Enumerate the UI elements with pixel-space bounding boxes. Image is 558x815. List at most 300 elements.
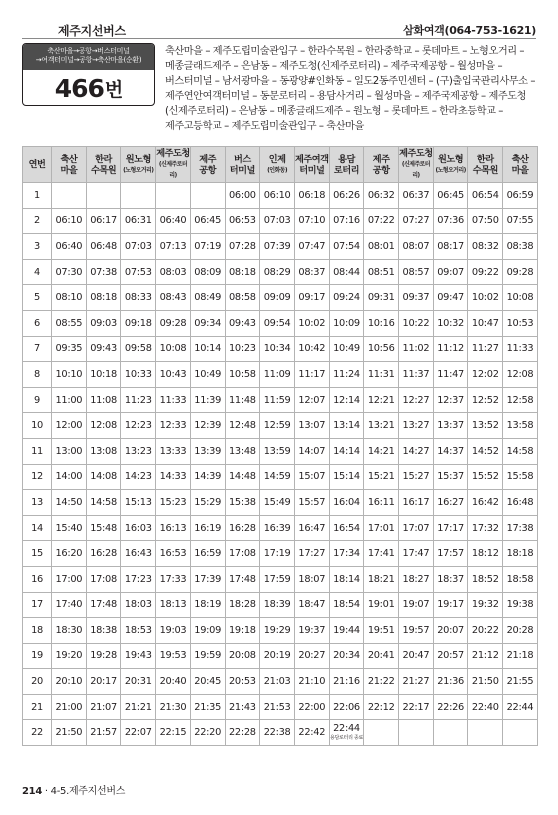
time-cell	[225, 387, 260, 413]
time-cell	[156, 669, 191, 695]
time-cell	[156, 592, 191, 618]
departure-time: 08:09	[194, 266, 222, 278]
departure-time: 18:58	[506, 573, 534, 585]
column-header-stop	[86, 147, 121, 183]
time-cell	[399, 234, 434, 260]
time-cell	[503, 336, 538, 362]
time-cell	[156, 438, 191, 464]
row-index-cell	[23, 592, 52, 618]
departure-time: 19:07	[402, 599, 430, 611]
time-cell	[190, 387, 225, 413]
departure-time: 16:28	[229, 522, 256, 534]
time-cell	[52, 694, 87, 720]
table-row	[23, 720, 538, 746]
departure-time: 19:17	[437, 599, 464, 611]
column-header-sub: (신제주로터리)	[401, 161, 430, 179]
row-index-cell	[23, 669, 52, 695]
time-cell	[294, 592, 329, 618]
time-cell	[468, 362, 503, 388]
departure-time: 21:27	[402, 676, 430, 688]
departure-time: 22:00	[298, 701, 326, 713]
time-cell	[156, 208, 191, 234]
time-cell	[294, 285, 329, 311]
row-index-cell	[23, 183, 52, 209]
time-cell	[121, 694, 156, 720]
route-number-value: 466	[54, 73, 104, 103]
row-index: 21	[31, 701, 43, 713]
row-index-cell	[23, 541, 52, 567]
time-cell	[364, 285, 399, 311]
timetable-header-row	[23, 147, 538, 183]
departure-time: 17:48	[90, 599, 117, 611]
table-row	[23, 592, 538, 618]
column-header-sub: 수목원	[472, 164, 498, 176]
departure-time: 14:00	[55, 471, 83, 483]
time-cell	[433, 387, 468, 413]
departure-time: 20:10	[55, 676, 83, 688]
departure-time: 13:33	[159, 445, 187, 457]
time-cell	[52, 464, 87, 490]
column-header-stop	[121, 147, 156, 183]
time-cell	[225, 285, 260, 311]
time-cell	[52, 720, 87, 746]
column-header-sub: (노형오거리)	[123, 166, 154, 174]
column-header-sub: 공항	[372, 164, 390, 176]
time-cell	[399, 310, 434, 336]
row-index-cell	[23, 618, 52, 644]
time-cell	[86, 592, 121, 618]
departure-time: 20:47	[402, 650, 430, 662]
time-cell	[329, 592, 364, 618]
departure-time: 20:17	[90, 676, 117, 688]
time-cell	[260, 259, 295, 285]
time-cell	[225, 694, 260, 720]
time-cell	[399, 515, 434, 541]
time-cell	[503, 285, 538, 311]
departure-time: 14:59	[263, 471, 291, 483]
time-cell	[329, 490, 364, 516]
time-cell	[294, 438, 329, 464]
departure-time: 07:22	[367, 215, 395, 227]
departure-time: 17:07	[402, 522, 430, 534]
time-cell	[121, 208, 156, 234]
column-header-stop	[364, 147, 399, 183]
departure-time: 10:58	[229, 368, 256, 380]
time-cell	[399, 592, 434, 618]
departure-time: 21:22	[367, 676, 395, 688]
column-header-main: 버스	[233, 153, 251, 165]
time-cell	[121, 362, 156, 388]
timetable	[22, 146, 538, 746]
time-cell	[329, 234, 364, 260]
departure-time: 21:12	[471, 650, 499, 662]
time-cell	[399, 413, 434, 439]
departure-time: 17:23	[124, 573, 152, 585]
departure-time: 09:18	[124, 317, 152, 329]
time-cell	[190, 438, 225, 464]
time-cell	[225, 183, 260, 209]
time-cell	[329, 259, 364, 285]
time-cell	[52, 387, 87, 413]
departure-time: 09:47	[437, 292, 464, 304]
departure-time: 21:35	[194, 701, 222, 713]
departure-time: 15:52	[471, 471, 499, 483]
header-divider	[22, 38, 536, 39]
table-row	[23, 259, 538, 285]
time-cell	[433, 208, 468, 234]
time-cell	[156, 234, 191, 260]
time-cell	[364, 438, 399, 464]
time-cell	[329, 387, 364, 413]
departure-time: 21:10	[298, 676, 326, 688]
departure-time: 13:52	[471, 420, 499, 432]
time-cell	[52, 285, 87, 311]
time-cell	[156, 490, 191, 516]
departure-time: 12:37	[437, 394, 464, 406]
time-cell	[329, 541, 364, 567]
time-cell	[260, 387, 295, 413]
departure-time: 13:00	[55, 445, 83, 457]
time-cell	[364, 208, 399, 234]
departure-time: 06:45	[194, 215, 222, 227]
time-cell	[294, 362, 329, 388]
time-cell	[503, 438, 538, 464]
row-index-cell	[23, 310, 52, 336]
departure-time: 18:52	[471, 573, 499, 585]
time-cell	[503, 592, 538, 618]
time-cell	[433, 285, 468, 311]
time-cell	[364, 643, 399, 669]
time-cell	[364, 490, 399, 516]
time-cell	[468, 208, 503, 234]
departure-time: 10:09	[333, 317, 360, 329]
time-cell	[364, 566, 399, 592]
row-index: 22	[31, 727, 43, 739]
departure-time: 07:30	[55, 266, 83, 278]
time-cell	[399, 285, 434, 311]
time-cell	[364, 336, 399, 362]
column-header-sub: 수목원	[90, 164, 117, 176]
departure-time: 12:33	[159, 420, 187, 432]
time-cell	[86, 310, 121, 336]
departure-time: 17:00	[55, 573, 83, 585]
time-cell	[468, 669, 503, 695]
time-cell	[433, 720, 468, 746]
time-cell	[86, 387, 121, 413]
departure-time: 18:13	[159, 599, 187, 611]
departure-time: 09:43	[90, 343, 117, 355]
time-cell	[433, 566, 468, 592]
departure-time: 10:34	[263, 343, 291, 355]
time-cell	[260, 208, 295, 234]
time-cell	[52, 438, 87, 464]
departure-time: 07:38	[90, 266, 117, 278]
time-cell	[399, 336, 434, 362]
time-cell	[468, 336, 503, 362]
row-index-cell	[23, 515, 52, 541]
footer-section: · 4-5.제주지선버스	[44, 786, 126, 797]
row-index-cell	[23, 259, 52, 285]
departure-time: 09:34	[194, 317, 222, 329]
time-cell	[399, 259, 434, 285]
departure-time: 16:11	[367, 496, 395, 508]
departure-time: 12:52	[471, 394, 499, 406]
time-cell	[225, 490, 260, 516]
departure-time: 08:49	[194, 292, 222, 304]
column-header-main: 연번	[28, 159, 46, 170]
departure-time: 21:00	[55, 701, 83, 713]
time-cell	[190, 669, 225, 695]
row-index: 9	[34, 394, 40, 406]
departure-time: 21:16	[333, 676, 360, 688]
time-cell	[329, 336, 364, 362]
time-cell	[468, 694, 503, 720]
time-cell	[399, 208, 434, 234]
time-cell	[294, 336, 329, 362]
column-header-main: 원노형	[438, 153, 464, 165]
departure-time: 14:37	[437, 445, 464, 457]
departure-time: 15:37	[437, 471, 464, 483]
time-cell	[503, 720, 538, 746]
departure-time: 07:55	[506, 215, 534, 227]
departure-time: 21:36	[437, 676, 464, 688]
time-cell	[260, 490, 295, 516]
time-cell	[329, 566, 364, 592]
time-cell	[190, 643, 225, 669]
time-cell	[329, 310, 364, 336]
departure-time: 09:17	[298, 292, 326, 304]
departure-time: 09:22	[471, 266, 499, 278]
column-header-stop	[503, 147, 538, 183]
departure-time: 11:31	[367, 368, 395, 380]
terminal-note: 용담로터리 종료	[329, 735, 363, 742]
departure-time: 08:03	[159, 266, 187, 278]
departure-time: 13:23	[124, 445, 152, 457]
table-row	[23, 541, 538, 567]
company-contact: 삼화여객(064-753-1621)	[403, 24, 536, 37]
departure-time: 15:27	[402, 471, 430, 483]
time-cell	[260, 438, 295, 464]
departure-time: 22:40	[471, 701, 499, 713]
departure-time: 11:02	[402, 343, 430, 355]
column-header-main: 제주	[199, 153, 217, 165]
time-cell	[399, 490, 434, 516]
time-cell	[121, 413, 156, 439]
column-header-sub: (신제주로터리)	[158, 161, 188, 179]
departure-time: 10:14	[194, 343, 222, 355]
departure-time: 07:27	[402, 215, 430, 227]
time-cell	[260, 285, 295, 311]
time-cell	[433, 541, 468, 567]
row-index: 5	[34, 292, 40, 304]
departure-time: 10:23	[229, 343, 256, 355]
departure-time: 22:42	[298, 727, 326, 739]
departure-time: 08:07	[402, 240, 430, 252]
time-cell	[503, 694, 538, 720]
time-cell	[121, 541, 156, 567]
row-index: 18	[31, 624, 43, 636]
departure-time: 18:37	[437, 573, 464, 585]
column-header-main: 용담	[338, 153, 355, 165]
time-cell	[52, 592, 87, 618]
time-cell	[121, 669, 156, 695]
time-cell	[329, 285, 364, 311]
time-cell	[433, 515, 468, 541]
time-cell	[190, 490, 225, 516]
time-cell	[433, 490, 468, 516]
time-cell	[433, 183, 468, 209]
time-cell	[52, 618, 87, 644]
departure-time: 15:40	[55, 522, 83, 534]
time-cell	[260, 515, 295, 541]
departure-time: 15:38	[229, 496, 256, 508]
time-cell	[156, 387, 191, 413]
departure-time: 11:17	[298, 368, 326, 380]
time-cell	[364, 669, 399, 695]
departure-time: 12:08	[506, 368, 534, 380]
time-cell	[468, 387, 503, 413]
time-cell	[225, 208, 260, 234]
departure-time: 09:54	[263, 317, 291, 329]
time-cell	[190, 413, 225, 439]
departure-time: 08:32	[471, 240, 499, 252]
departure-time: 12:39	[194, 420, 222, 432]
departure-time: 14:27	[402, 445, 430, 457]
column-header-sub: 터미널	[229, 164, 255, 176]
departure-time: 19:28	[90, 650, 117, 662]
time-cell	[225, 541, 260, 567]
departure-time: 19:09	[194, 624, 222, 636]
departure-time: 17:34	[333, 548, 360, 560]
time-cell	[260, 618, 295, 644]
time-cell	[121, 566, 156, 592]
route-number-unit: 번	[104, 78, 123, 101]
time-cell	[121, 464, 156, 490]
time-cell	[364, 720, 399, 746]
time-cell	[260, 720, 295, 746]
row-index-cell	[23, 694, 52, 720]
time-cell	[433, 464, 468, 490]
time-cell	[329, 464, 364, 490]
time-cell	[364, 541, 399, 567]
row-index-cell	[23, 285, 52, 311]
table-row	[23, 183, 538, 209]
departure-time: 10:49	[194, 368, 222, 380]
departure-time: 16:28	[90, 548, 117, 560]
table-row	[23, 464, 538, 490]
departure-time: 17:38	[506, 522, 534, 534]
time-cell	[294, 720, 329, 746]
departure-time: 08:55	[55, 317, 83, 329]
time-cell	[225, 310, 260, 336]
time-cell	[503, 310, 538, 336]
departure-time: 11:23	[124, 394, 152, 406]
time-cell	[294, 515, 329, 541]
departure-time: 18:21	[367, 573, 395, 585]
departure-time: 19:57	[402, 624, 430, 636]
time-cell	[399, 669, 434, 695]
time-cell	[329, 643, 364, 669]
departure-time: 11:12	[437, 343, 464, 355]
row-index-cell	[23, 566, 52, 592]
row-index-cell	[23, 208, 52, 234]
departure-time: 12:23	[124, 420, 152, 432]
time-cell	[294, 669, 329, 695]
departure-time: 13:21	[367, 420, 395, 432]
time-cell	[156, 413, 191, 439]
time-cell	[399, 362, 434, 388]
time-cell	[468, 413, 503, 439]
departure-time: 09:07	[437, 266, 464, 278]
time-cell	[433, 310, 468, 336]
time-cell	[433, 336, 468, 362]
departure-time: 11:00	[55, 394, 83, 406]
time-cell	[260, 669, 295, 695]
column-header-main: 축산	[60, 153, 78, 165]
time-cell	[399, 438, 434, 464]
departure-time: 12:59	[263, 420, 291, 432]
route-stop-list: 축산마을 – 제주도립미술관입구 – 한라수목원 – 한라중학교 – 롯데마트 – 노형오거리 – 메종글래드제주 – 은남동 – 제주도청(신제주로터리) – 제주국제공항 – 월성마을 – 버스터미널 – 남서광마을 – 동광양#인화동 – 일도2동주민센터 – (구)출입국관리사무소 – 제주연안여객터미널 – 동문로터리 – 용담사거리 – 월성마을 – 제주국제공항 – 제주도청(신제주로터리) – 은남동 – 메종글래드제주 – 원노형 – 롯데마트 – 한라초등학교 – 제주고등학교 – 제주도립미술관입구 – 축산마을	[165, 46, 535, 132]
table-row	[23, 387, 538, 413]
departure-time: 15:49	[263, 496, 291, 508]
time-cell	[364, 694, 399, 720]
time-cell	[468, 490, 503, 516]
time-cell	[294, 490, 329, 516]
departure-time: 06:40	[55, 240, 83, 252]
time-cell	[190, 234, 225, 260]
departure-time: 16:27	[437, 496, 464, 508]
departure-time: 20:31	[124, 676, 152, 688]
time-cell	[121, 515, 156, 541]
departure-time: 07:39	[263, 240, 291, 252]
row-index: 15	[31, 548, 43, 560]
departure-time: 18:30	[55, 624, 83, 636]
time-cell	[433, 669, 468, 695]
departure-time: 16:04	[333, 496, 360, 508]
time-cell	[225, 618, 260, 644]
page-footer	[22, 782, 125, 797]
row-index: 14	[31, 522, 43, 534]
table-row	[23, 515, 538, 541]
table-row	[23, 413, 538, 439]
departure-time: 13:58	[506, 420, 534, 432]
time-cell	[468, 183, 503, 209]
column-header-index	[23, 147, 52, 183]
column-header-sub: (인화동)	[267, 166, 287, 174]
time-cell	[329, 183, 364, 209]
departure-time: 20:45	[194, 676, 222, 688]
row-index: 19	[31, 650, 43, 662]
time-cell	[156, 643, 191, 669]
time-cell	[503, 362, 538, 388]
departure-time: 17:27	[298, 548, 326, 560]
time-cell	[121, 183, 156, 209]
time-cell	[190, 285, 225, 311]
departure-time: 22:07	[124, 727, 152, 739]
time-cell	[86, 669, 121, 695]
time-cell	[294, 387, 329, 413]
departure-time: 11:37	[402, 368, 430, 380]
column-header-main: 제주도청	[399, 148, 433, 159]
departure-time: 22:12	[367, 701, 395, 713]
row-index-cell	[23, 336, 52, 362]
departure-time: 21:53	[263, 701, 291, 713]
time-cell	[86, 362, 121, 388]
departure-time: 21:50	[55, 727, 83, 739]
time-cell	[52, 669, 87, 695]
departure-time: 06:17	[90, 215, 117, 227]
departure-time: 07:36	[437, 215, 464, 227]
